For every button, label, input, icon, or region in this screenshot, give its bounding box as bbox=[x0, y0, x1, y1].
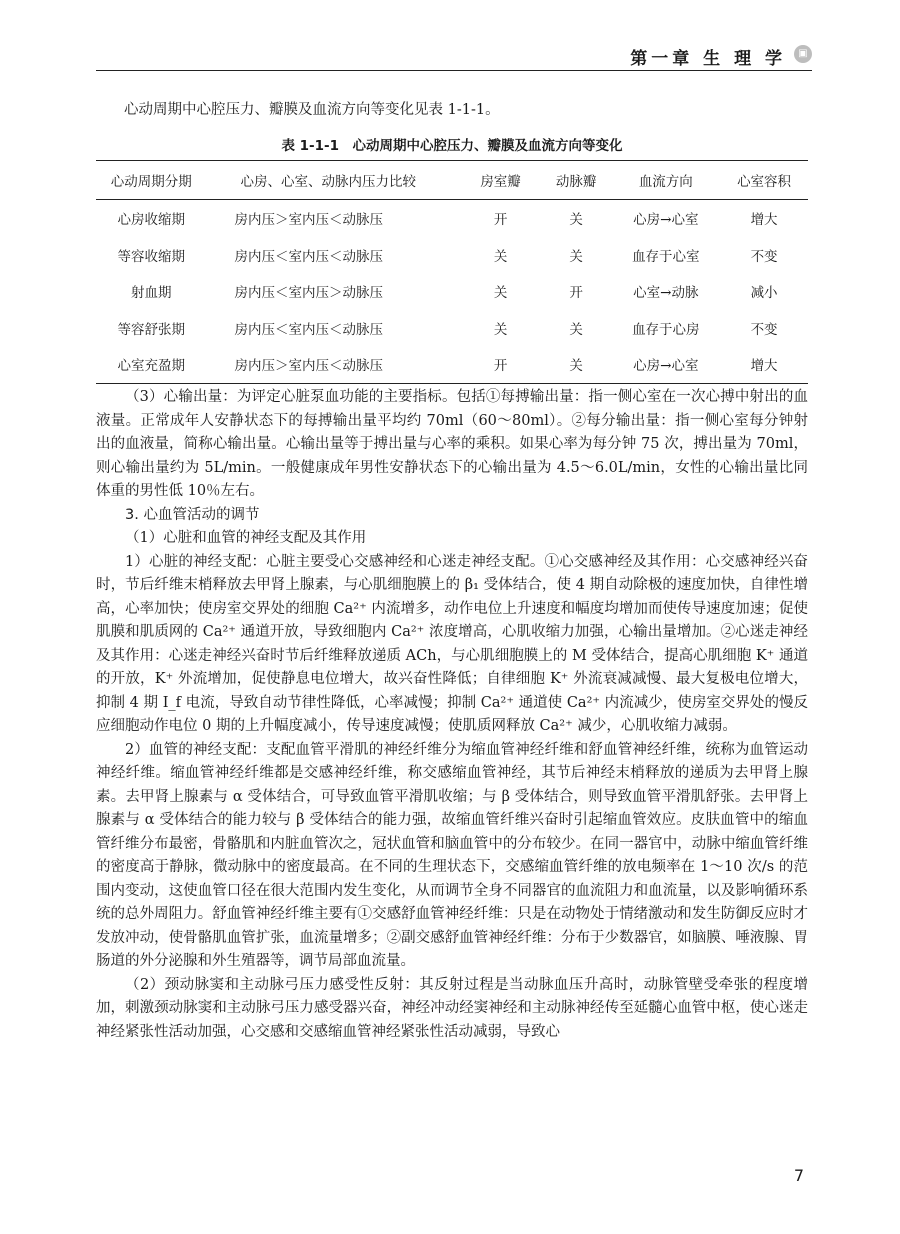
paragraph-vascular-nerves: 2）血管的神经支配：支配血管平滑肌的神经纤维分为缩血管神经纤维和舒血管神经纤维，统称为血管运动神经纤维。缩血管神经纤维都是交感神经纤维，称交感缩血管神经，其节后神经末梢释放的递质为去甲肾上腺素。去甲肾上腺素与 α 受体结合，可导致血管平滑肌收缩；与 β 受体结合，则导致血管平滑肌舒张。去甲肾上腺素与 α 受体结合的能力较与 β 受体结合的能力强，故缩血管纤维兴奋时引起缩血管效应。皮肤血管中的缩血管纤维分布最密，骨骼肌和内脏血管次之，冠状血管和脑血管中的分布较少。在同一器官中，动脉中缩血管纤维的密度高于静脉，微动脉中的密度最高。在不同的生理状态下，交感缩血管纤维的放电频率在 1～10 次/s 的范围内变动，这使血管口径在很大范围内发生变化，从而调节全身不同器官的血流阻力和血流量，以及影响循环系统的总外周阻力。舒血管神经纤维主要有①交感舒血管神经纤维：只是在动物处于情绪激动和发生防御反应时才发放冲动，使骨骼肌血管扩张，血流量增多；②副交感舒血管神经纤维：分布于少数器官，如脑膜、唾液腺、胃肠道的外分泌腺和外生殖器等，调节局部血流量。 bbox=[96, 741, 808, 969]
table-cell: 关 bbox=[569, 248, 583, 265]
table-cell: 关 bbox=[569, 212, 583, 229]
table-cell: 房内压＜室内压＜动脉压 bbox=[234, 321, 384, 338]
table-cell: 开 bbox=[460, 346, 540, 383]
table-cell: 关 bbox=[493, 285, 508, 302]
table-cell: 心房→心室 bbox=[612, 346, 721, 383]
table-cell: 房内压＞室内压＜动脉压 bbox=[234, 212, 384, 229]
table-cell: 关 bbox=[493, 248, 508, 265]
section-heading: 3. 心血管活动的调节 bbox=[125, 506, 260, 523]
table-row bbox=[96, 273, 808, 310]
running-header bbox=[96, 42, 812, 71]
paragraph-cardiac-nerves: 1）心脏的神经支配：心脏主要受心交感神经和心迷走神经支配。①心交感神经及其作用：心交感神经兴奋时，节后纤维末梢释放去甲肾上腺素，与心肌细胞膜上的 β₁ 受体结合，使 4 期自动除极的速度加快，自律性增高，心率加快；使房室交界处的细胞 Ca²⁺ 内流增多，动作电位上升速度和幅度均增加而使传导速度加速；促使肌膜和肌质网的 Ca²⁺ 通道开放，导致细胞内 Ca²⁺ 浓度增高，心肌收缩力加强，心输出量增加。②心迷走神经及其作用：心迷走神经兴奋时节后纤维释放递质 ACh，与心肌细胞膜上的 M 受体结合，提高心肌细胞 K⁺ 通道的开放，K⁺ 外流增加，促使静息电位增大，故兴奋性降低；自律细胞 K⁺ 外流衰减减慢、最大复极电位增大，抑制 4 期 I_f 电流，导致自动节律性降低，心率减慢；抑制 Ca²⁺ 通道使 Ca²⁺ 内流减少，使房室交界处的慢反应细胞动作电位 0 期的上升幅度减小，传导速度减慢；使肌质网释放 Ca²⁺ 减少，心肌收缩力减弱。 bbox=[96, 553, 808, 734]
table-row bbox=[96, 200, 808, 237]
table-cell: 心室充盈期 bbox=[96, 346, 207, 383]
subsection-heading: （1）心脏和血管的神经支配及其作用 bbox=[125, 530, 367, 546]
table-cell: 血存于心室 bbox=[632, 248, 700, 265]
table-header-row bbox=[96, 161, 808, 200]
table-header: 心房、心室、动脉内压力比较 bbox=[207, 161, 461, 200]
table-cell: 关 bbox=[569, 321, 583, 338]
table-cell: 增大 bbox=[750, 212, 778, 229]
table-cell: 不变 bbox=[750, 248, 778, 265]
body-text bbox=[96, 386, 808, 1044]
table-cell: 心房收缩期 bbox=[117, 212, 185, 229]
table-caption: 表 1-1-1 心动周期中心腔压力、瓣膜及血流方向等变化 bbox=[281, 138, 623, 154]
table-cell: 开 bbox=[493, 212, 508, 229]
table-cell: 关 bbox=[541, 346, 612, 383]
table-cell: 等容舒张期 bbox=[117, 321, 185, 338]
table-row bbox=[96, 310, 808, 347]
table-header: 动脉瓣 bbox=[541, 161, 612, 200]
table-cell: 房内压＜室内压＜动脉压 bbox=[234, 248, 384, 265]
table-row bbox=[96, 237, 808, 274]
table-cell: 心室→动脉 bbox=[633, 285, 699, 302]
intro-text: 心动周期中心腔压力、瓣膜及血流方向等变化见表 1-1-1。 bbox=[124, 102, 500, 118]
table-cell: 关 bbox=[493, 321, 508, 338]
table-cell: 开 bbox=[569, 285, 583, 302]
table-cell: 减小 bbox=[750, 285, 778, 302]
chapter-title: 第一章 生 理 学 bbox=[630, 49, 786, 69]
table-cell: 增大 bbox=[720, 346, 808, 383]
table-row bbox=[96, 346, 808, 383]
table-header: 心室容积 bbox=[720, 161, 808, 200]
paragraph-baroreceptor-reflex: （2）颈动脉窦和主动脉弓压力感受性反射：其反射过程是当动脉血压升高时，动脉管壁受牵张的程度增加，刺激颈动脉窦和主动脉弓压力感受器兴奋，神经冲动经窦神经和主动脉神经传至延髓心血管中枢，使心迷走神经紧张性活动加强，心交感和交感缩血管神经紧张性活动减弱，导致心 bbox=[96, 976, 808, 1040]
table-cell: 房内压＞室内压＜动脉压 bbox=[207, 346, 461, 383]
page-number: 7 bbox=[793, 1166, 804, 1185]
table-cell: 射血期 bbox=[131, 285, 172, 302]
table-cell: 不变 bbox=[750, 321, 778, 338]
table-cell: 血存于心房 bbox=[632, 321, 700, 338]
book-icon: ▣ bbox=[794, 45, 812, 63]
table-header: 血流方向 bbox=[612, 161, 721, 200]
table-cell: 房内压＜室内压＞动脉压 bbox=[234, 285, 384, 302]
table-cell: 等容收缩期 bbox=[117, 248, 185, 265]
paragraph-cardiac-output: （3）心输出量：为评定心脏泵血功能的主要指标。包括①每搏输出量：指一侧心室在一次心搏中射出的血液量。正常成年人安静状态下的每搏输出量平均约 70ml（60～80ml）。②每分输出量：指一侧心室每分钟射出的血液量，简称心输出量。心输出量等于搏出量与心率的乘积。如果心率为每分钟 75 次，搏出量为 70ml，则心输出量约为 5L/min。一般健康成年男性安静状态下的心输出量为 4.5～6.0L/min，女性的心输出量比同体重的男性低 10％左右。 bbox=[96, 389, 808, 499]
table-cell: 心房→心室 bbox=[633, 212, 699, 229]
table-header: 心动周期分期 bbox=[96, 161, 207, 200]
table-header: 房室瓣 bbox=[460, 161, 540, 200]
cardiac-cycle-table bbox=[96, 160, 808, 384]
